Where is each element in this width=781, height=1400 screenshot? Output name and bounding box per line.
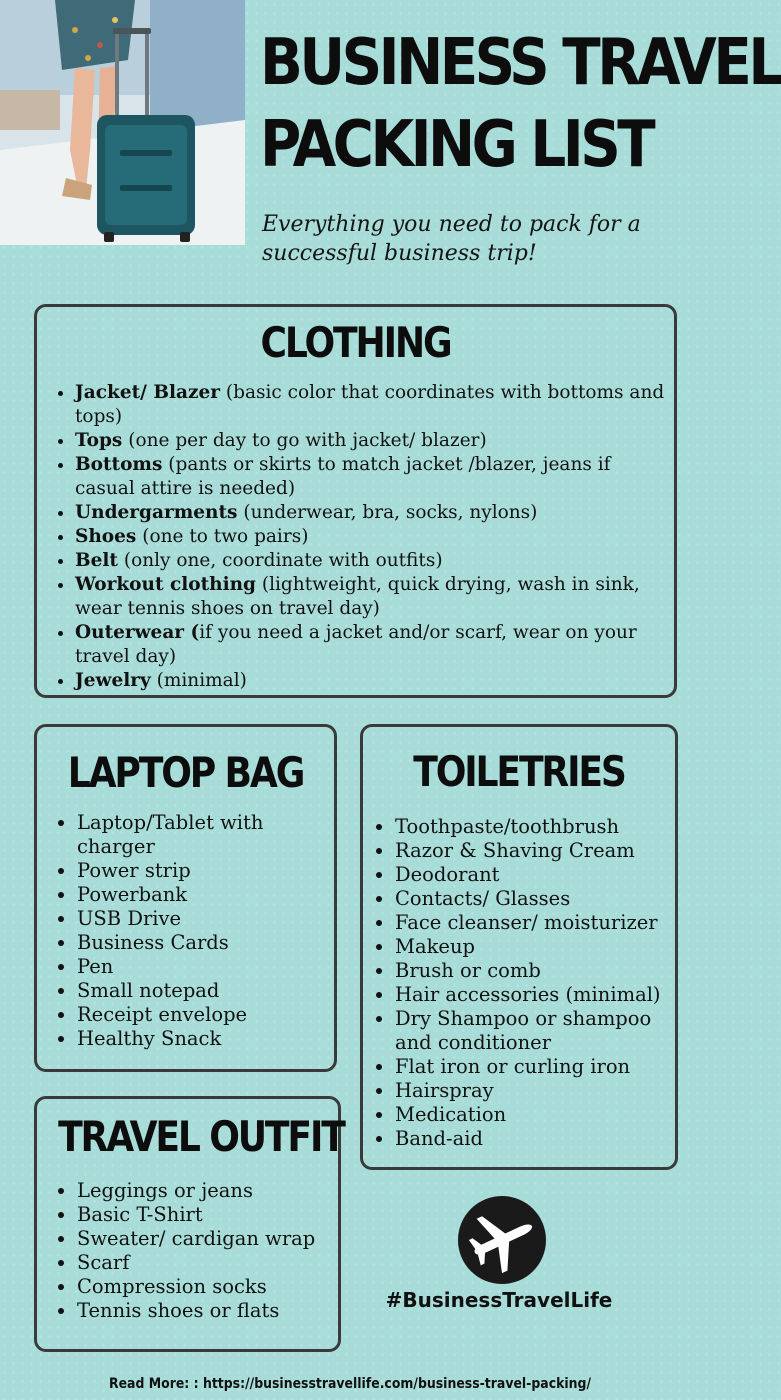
list-item [75,453,674,501]
list-item: • Flat iron or curling iron [395,1055,675,1079]
list-item [75,549,674,573]
laptop-bag-section [34,724,337,1072]
laptop-bag-list [37,811,334,1051]
list-item: • Basic T-Shirt [77,1203,338,1227]
list-item: • Tennis shoes or flats [77,1299,338,1323]
toiletries-heading: TOILETRIES [413,747,625,796]
item-name: Workout clothing [75,574,256,595]
list-item: • Dry Shampoo or shampoo and conditioner [395,1007,675,1055]
list-item: • Receipt envelope [77,1003,334,1027]
item-detail: (one to two pairs) [136,526,309,547]
list-item: • Medication [395,1103,675,1127]
item-detail: (minimal) [150,670,247,691]
item-name: Jewelry [75,670,151,691]
item-detail: (only one, coordinate with outfits) [117,550,443,571]
item-detail: (one per day to go with jacket/ blazer) [122,430,487,451]
item-detail: (underwear, bra, socks, nylons) [237,502,538,523]
list-item [75,621,674,669]
item-name: Jacket/ Blazer [75,382,221,403]
hero-photo [0,0,245,245]
list-item: • Brush or comb [395,959,675,983]
list-item: • Laptop/Tablet with charger [77,811,334,859]
list-item: • Small notepad [77,979,334,1003]
list-item: • Razor & Shaving Cream [395,839,675,863]
toiletries-section [360,724,678,1170]
list-item: • Deodorant [395,863,675,887]
list-item: • Face cleanser/ moisturizer [395,911,675,935]
toiletries-list [363,815,675,1151]
travel-outfit-heading: TRAVEL OUTFIT [58,1112,344,1161]
list-item [75,669,674,693]
item-detail: if you need a jacket and/or scarf, wear on your travel day) [75,622,637,667]
laptop-bag-heading: LAPTOP BAG [67,748,304,797]
item-name: Outerwear ( [75,622,200,643]
list-item: • USB Drive [77,907,334,931]
airplane-icon [458,1196,546,1284]
list-item: • Pen [77,955,334,979]
item-name: Bottoms [75,454,163,475]
item-detail: (lightweight, quick drying, wash in sink, wear tennis shoes on travel day) [75,574,640,619]
clothing-heading: CLOTHING [260,318,451,367]
page-subtitle: Everything you need to pack for a successful business trip! [262,212,641,266]
item-detail: (basic color that coordinates with bottoms and tops) [75,382,665,427]
list-item: • Leggings or jeans [77,1179,338,1203]
list-item: • Band-aid [395,1127,675,1151]
list-item: • Makeup [395,935,675,959]
title-line-1: BUSINESS TRAVEL [260,26,781,100]
clothing-list [37,381,674,693]
list-item: • Healthy Snack [77,1027,334,1051]
travel-outfit-list [37,1179,338,1323]
list-item [75,525,674,549]
brand-hashtag: #BusinessTravelLife [385,1288,613,1312]
item-name: Shoes [75,526,137,547]
item-detail: (pants or skirts to match jacket /blazer, jeans if casual attire is needed) [75,454,611,499]
list-item: • Hairspray [395,1079,675,1103]
item-name: Belt [75,550,118,571]
clothing-section [34,304,677,698]
traveler-with-suitcase-image [0,0,245,245]
list-item: • Power strip [77,859,334,883]
list-item: • Hair accessories (minimal) [395,983,675,1007]
list-item: • Toothpaste/toothbrush [395,815,675,839]
list-item: • Business Cards [77,931,334,955]
list-item: • Contacts/ Glasses [395,887,675,911]
item-name: Tops [75,430,123,451]
travel-outfit-section [34,1096,344,1352]
list-item [75,501,674,525]
list-item [75,381,674,429]
read-more-link[interactable]: Read More: : https://businesstravellife.com/business-travel-packing/ [108,1376,592,1392]
list-item: • Scarf [77,1251,338,1275]
list-item: • Powerbank [77,883,334,907]
item-name: Undergarments [75,502,238,523]
list-item: • Compression socks [77,1275,338,1299]
list-item: • Sweater/ cardigan wrap [77,1227,338,1251]
page-title [260,22,781,186]
title-line-2: PACKING LIST [260,108,653,182]
list-item [75,573,674,621]
list-item [75,429,674,453]
